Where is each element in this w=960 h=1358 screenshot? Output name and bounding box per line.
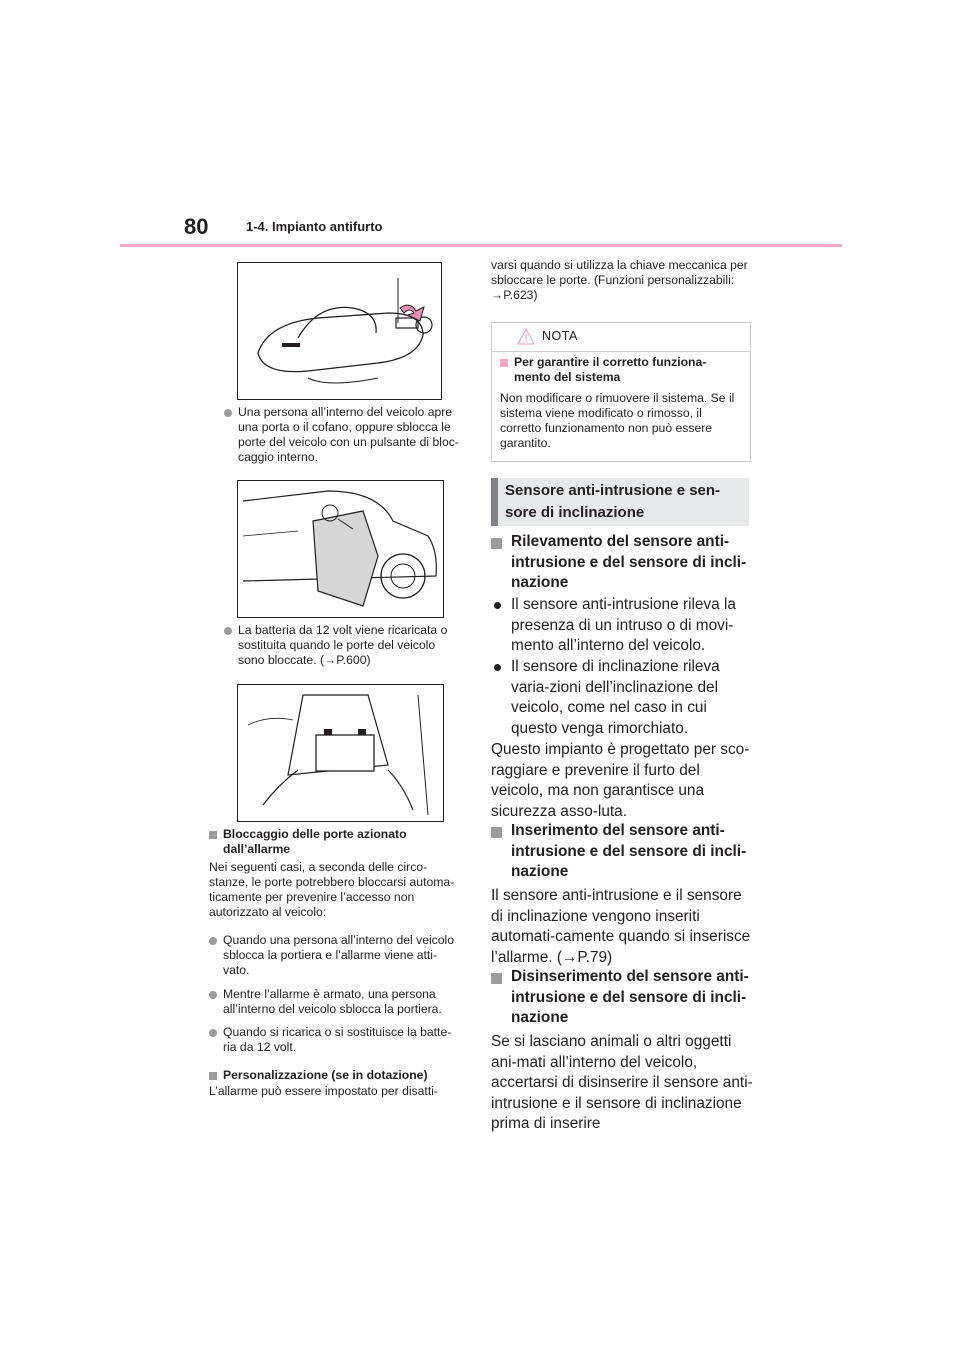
lock-intro: Nei seguenti casi, a seconda delle circo-stanze, le porte potrebbero bloccarsi automa-ticamente per prevenire l’accesso non autorizzato al veicolo: (209, 860, 455, 919)
nota-header (492, 323, 750, 352)
heading-square-icon (491, 827, 502, 838)
section-title: 1-4. Impianto antifurto (246, 219, 383, 234)
bullet-text: Una persona all’interno del veicolo apre una porta o il cofano, oppure sblocca le porte del veicolo con un pulsante di bloc-caggio interno. (238, 405, 459, 464)
custom-text: L’allarme può essere impostato per disatti- (209, 1084, 438, 1098)
bullet-dot (209, 991, 217, 999)
disinsert-heading: Disinserimento del sensore anti-intrusione e del sensore di incli-nazione (491, 967, 753, 1029)
battery-illustration (237, 684, 444, 822)
list-item: Mentre l’allarme è armato, una persona all’interno del veicolo sblocca la portiera. (209, 987, 463, 1017)
list-item: Il sensore di inclinazione rileva varia-zioni dell’inclinazione del veicolo, come nel caso in cui questo venga rimorchiato. (491, 657, 753, 739)
list-item: Quando una persona all’interno del veicolo sblocca la portiera e l’allarme viene atti-vato. (209, 933, 463, 978)
bullet-text: La batteria da 12 volt viene ricaricata o sostituita quando le porte del veicolo sono bloccate. (→P.600) (238, 623, 448, 667)
custom-heading: Personalizzazione (se in dotazione) (209, 1068, 463, 1083)
detect-note: Questo impianto è progettato per sco-raggiare e prevenire il furto del veicolo, ma non garantisce una sicurezza asso-luta. (491, 741, 750, 820)
detect-heading: Rilevamento del sensore anti-intrusione e del sensore di incli-nazione (491, 532, 753, 594)
lock-heading: Bloccaggio delle porte azionato dall’allarme (209, 827, 463, 857)
bullet-dot (494, 664, 501, 671)
bullet-dot (494, 602, 501, 609)
door-handle-key-illustration (237, 262, 442, 400)
nota-box (491, 322, 751, 462)
list-item: Quando si ricarica o si sostituisce la batte-ria da 12 volt. (209, 1025, 463, 1055)
insert-heading: Inserimento del sensore anti-intrusione e del sensore di incli-nazione (491, 821, 753, 883)
section-heading: Sensore anti-intrusione e sen-sore di inclinazione (491, 478, 749, 526)
heading-square-icon (491, 973, 502, 984)
heading-square-icon (491, 538, 502, 549)
heading-square-icon (209, 831, 217, 839)
nota-heading: Per garantire il corretto funziona-mento del sistema (500, 355, 736, 385)
header-rule (120, 244, 842, 247)
list-item (224, 623, 460, 668)
list-item: Il sensore anti-intrusione rileva la presenza di un intruso o di movi-mento all’interno del veicolo. (491, 595, 753, 657)
heading-bar (491, 478, 498, 526)
car-door-open-illustration (237, 480, 444, 618)
insert-text: Il sensore anti-intrusione e il sensore di inclinazione vengono inseriti automati-camente quando si inserisce l’allarme. (→P.79) (491, 887, 751, 966)
bullet-dot (224, 627, 232, 635)
continued-text: varsi quando si utilizza la chiave meccanica per sbloccare le porte. (Funzioni personalizzabili: →P.623) (491, 258, 748, 302)
disinsert-text: Se si lasciano animali o altri oggetti ani-mati all’interno del veicolo, accertarsi di disinserire il sensore anti-intrusione e il sensore di inclinazione prima di inserire (491, 1033, 753, 1132)
warning-icon (517, 328, 535, 345)
page-number: 80 (184, 214, 209, 239)
heading-square-icon (209, 1072, 217, 1080)
heading-square-icon (500, 359, 508, 367)
list-item (224, 405, 460, 465)
nota-text: Non modificare o rimuovere il sistema. Se il sistema viene modificato o rimosso, il corretto funzionamento non può essere garantito. (500, 391, 735, 450)
nota-label: NOTA (542, 329, 578, 343)
bullet-dot (209, 937, 217, 945)
bullet-dot (224, 409, 232, 417)
bullet-dot (209, 1029, 217, 1037)
